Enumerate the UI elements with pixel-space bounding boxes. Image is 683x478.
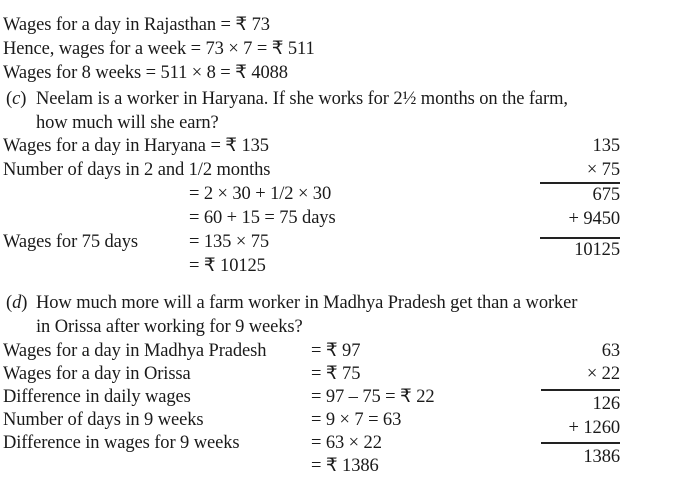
part-c-row-1-left: Wages for a day in Haryana = ₹ 135 — [3, 136, 269, 156]
part-d-row-3-right: = 97 – 75 = ₹ 22 — [311, 387, 435, 407]
part-c-row-2-left: Number of days in 2 and 1/2 months — [3, 160, 271, 180]
part-d-question-line2: in Orissa after working for 9 weeks? — [36, 317, 303, 337]
part-d-calc-rule-1 — [541, 389, 620, 391]
part-d-row-5-left: Difference in wages for 9 weeks — [3, 433, 240, 453]
part-d-row-5-right: = 63 × 22 — [311, 433, 382, 453]
part-c-question-line2: how much will she earn? — [36, 113, 219, 133]
part-c-row-6-right: = ₹ 10125 — [189, 256, 266, 276]
part-d-calc-rule-2 — [541, 442, 620, 444]
part-d-row-3-left: Difference in daily wages — [3, 387, 191, 407]
part-c-label: (c) — [6, 89, 27, 109]
part-d-calc-multiplier: × 22 — [586, 364, 620, 384]
part-c-calc-partial-2: + 9450 — [568, 209, 620, 229]
part-c-question-line1: Neelam is a worker in Haryana. If she works for 2½ months on the farm, — [36, 89, 568, 109]
part-c-calc-partial-1: 675 — [592, 185, 620, 205]
part-c-row-3-right: = 2 × 30 + 1/2 × 30 — [189, 184, 332, 204]
part-d-row-1-left: Wages for a day in Madhya Pradesh — [3, 341, 267, 361]
part-c-row-4-right: = 60 + 15 = 75 days — [189, 208, 336, 228]
part-d-row-1-right: = ₹ 97 — [311, 341, 361, 361]
part-d-row-2-left: Wages for a day in Orissa — [3, 364, 191, 384]
part-d-question-line1: How much more will a farm worker in Madhya Pradesh get than a worker — [36, 293, 578, 313]
part-d-calc-partial-2: + 1260 — [568, 418, 620, 438]
part-d-row-4-right: = 9 × 7 = 63 — [311, 410, 402, 430]
part-d-label: (d) — [6, 293, 28, 313]
part-d-row-4-left: Number of days in 9 weeks — [3, 410, 204, 430]
part-c-row-5-left: Wages for 75 days — [3, 232, 139, 252]
part-d-calc-result: 1386 — [583, 447, 620, 467]
wages-8-weeks-line: Wages for 8 weeks = 511 × 8 = ₹ 4088 — [3, 63, 288, 83]
part-d-row-2-right: = ₹ 75 — [311, 364, 361, 384]
part-c-calc-multiplicand: 135 — [592, 136, 620, 156]
wages-rajasthan-line: Wages for a day in Rajasthan = ₹ 73 — [3, 15, 270, 35]
part-d-row-6-right: = ₹ 1386 — [311, 456, 379, 476]
wages-week-line: Hence, wages for a week = 73 × 7 = ₹ 511 — [3, 39, 315, 59]
part-c-calc-multiplier: × 75 — [586, 160, 620, 180]
part-c-row-5-right: = 135 × 75 — [189, 232, 269, 252]
part-d-calc-partial-1: 126 — [592, 394, 620, 414]
part-c-calc-result: 10125 — [574, 240, 620, 260]
part-d-calc-multiplicand: 63 — [601, 341, 620, 361]
